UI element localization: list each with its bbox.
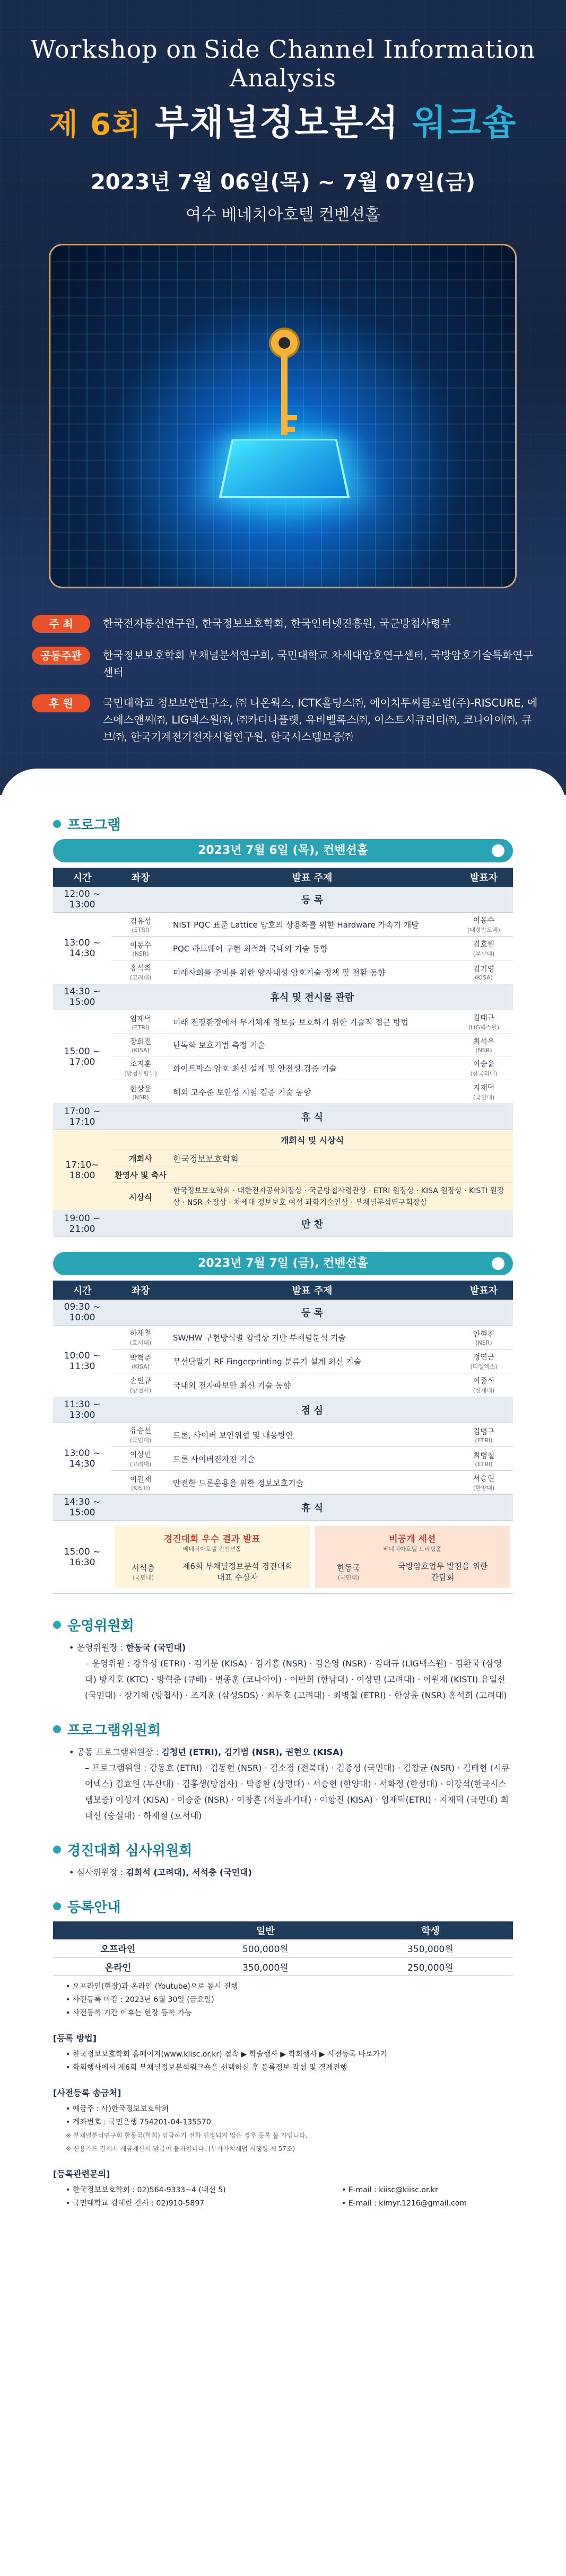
band-label: 휴식 및 전시물 관람 (111, 984, 513, 1010)
title-edition: 제 6회 (49, 108, 142, 142)
band-label: 등 록 (111, 1300, 513, 1326)
table-row (53, 984, 513, 1010)
bullet-icon (53, 1621, 61, 1629)
method-text: 한국정보보호학회 홈페이지(www.kiisc.or.kr) 접속 ▶ 학술행사 ▶ 학회행사 ▶ 사전등록 바로가기 (72, 2050, 387, 2059)
topic-line2: 대표 수상자 (217, 1573, 258, 1582)
presenter-name: 최병철 (473, 1451, 495, 1460)
band-label: 휴 식 (111, 1104, 513, 1130)
contact-email[interactable]: • E-mail : kimyr.1216@gmail.com (342, 2199, 467, 2208)
presenter-name: 이승윤 (473, 1060, 495, 1069)
account-text: 계좌번호 : 국민은행 754201-04-135570 (72, 2118, 211, 2127)
title-workshop: 워크숍 (412, 102, 517, 143)
time-cell: 13:00 ~ 14:30 (53, 913, 111, 984)
info-label: 공동주관 (32, 647, 90, 665)
fee-student: 250,000원 (348, 1957, 513, 1975)
info-text: 국민대학교 정보보안연구소, ㈜ 나온웍스, ICTK홀딩스㈜, 에이치투씨클로벌(주)-RISCURE, 에스에스앤씨㈜, LIG넥스원㈜, ㈜카디나플랫, 유비벨록스㈜, 이스트시큐리티㈜, 코나아이㈜, 큐브㈜, 한국기계전기전자시험연구원, 한국시스템보증㈜ (103, 696, 538, 743)
contact-list (66, 2184, 513, 2210)
presenter-cell (455, 960, 513, 984)
chair-cell (111, 937, 170, 960)
day1-header: 2023년 7월 6일 (목), 컨벤션홀 (53, 839, 513, 862)
presenter-cell (455, 1326, 513, 1349)
presenter-cell (455, 1010, 513, 1034)
presenter-cell (455, 1349, 513, 1373)
chair-cell (111, 1326, 170, 1349)
info-text: 한국전자통신연구원, 한국정보보호학회, 한국인터넷진흥원, 국군방첩사령부 (103, 617, 451, 630)
fee-student: 350,000원 (348, 1939, 513, 1957)
presenter-name: 김기영 (473, 965, 495, 974)
chair-org: (호서대) (129, 1339, 152, 1346)
presenter-org: (국민대) (473, 1094, 495, 1101)
topic-line1: 국방암호업무 발전을 위한 (398, 1562, 488, 1571)
table-row (53, 1211, 513, 1237)
contact-email-text[interactable]: E-mail : kiisc@kiisc.or.kr (348, 2185, 438, 2194)
account-list (66, 2103, 513, 2156)
chair-name: 한상윤 (129, 1084, 152, 1093)
presenter-cell (455, 913, 513, 937)
ceremony-value (170, 1167, 513, 1183)
chair-org: (방첩사령부) (124, 1070, 157, 1077)
info-label: 주 최 (32, 615, 90, 633)
table-row (53, 1034, 513, 1056)
topic-cell: 미래 전장환경에서 무기체계 정보를 보호하기 위한 기술적 접근 방법 (170, 1010, 455, 1034)
time-cell: 11:30 ~ 13:00 (53, 1397, 111, 1423)
topic-cell: 국내외 전자파보안 최신 기술 동향 (170, 1373, 455, 1397)
table-row (53, 913, 513, 937)
presenter-name: 정연근 (473, 1353, 495, 1362)
chair-name: 박혁준 (129, 1354, 152, 1363)
presenter-name: 지재덕 (473, 1084, 495, 1092)
day1-table (53, 868, 513, 1237)
contest-value: 김희석 (고려대), 서석충 (국민대) (126, 1867, 252, 1877)
note-text: 오프라인(현장)과 온라인 (Youtube)으로 동시 진행 (72, 1982, 238, 1991)
presenter-name: 서승현 (473, 1475, 495, 1483)
org-chair-line: • 운영위원장 : 한동국 (국민대) (69, 1643, 186, 1653)
chair-name: 유승선 (129, 1427, 152, 1435)
organizer-info (32, 615, 541, 759)
presenter-cell (455, 1423, 513, 1447)
col-topic: 발표 주제 (170, 1281, 455, 1300)
contact-email-text[interactable]: E-mail : kimyr.1216@gmail.com (348, 2199, 467, 2208)
col-chair: 좌장 (111, 1281, 170, 1300)
time-cell: 14:30 ~ 15:00 (53, 984, 111, 1010)
time-cell: 12:00 ~ 13:00 (53, 887, 111, 913)
presenter-name: 김병구 (473, 1427, 495, 1436)
presenter-cell (455, 1080, 513, 1104)
section-heading (53, 1719, 513, 1739)
table-row (53, 1130, 513, 1150)
pc-chair-label: 공동 프로그램위원장 : (76, 1747, 162, 1757)
contest-session (115, 1526, 310, 1588)
presenter-org: (한국외대) (470, 1070, 498, 1077)
chair-org: (국민대) (132, 1574, 154, 1581)
org-members-line: – 운영위원 : 강유성 (ETRI) · 김기문 (KISA) · 김기홍 (NSR) · 김은영 (NSR) · 김태규 (LIG넥스원) · 김환국 (삼영대) 방지호 (KTC) · 방혁준 (큐배) · 변종훈 (코나아이) · 이반희 (한남대) · 이상민 (고려대) · 이원재 (KISTI) 유일선 (국민대) · 장기해 (방첩사) · 조지훈 (삼성SDS) · 최두호 (고려대) · 최병철 (ETRI) · 한상윤 (NSR) 홍석희 (고려대) (85, 1658, 507, 1700)
chair-name: 조지훈 (129, 1060, 152, 1069)
chair-name: 이원재 (129, 1475, 152, 1484)
event-venue: 여수 베네치아호텔 컨벤션홀 (186, 206, 380, 224)
table-row (53, 1957, 513, 1975)
time-cell: 19:00 ~ 21:00 (53, 1211, 111, 1237)
hero-banner (0, 0, 566, 795)
presenter-org: (한양대) (473, 1485, 495, 1492)
title-main: 부채널정보분석 (155, 102, 399, 143)
contact-title: [등록관련문의] (53, 2168, 110, 2179)
table-row (53, 1326, 513, 1349)
table-row (53, 1104, 513, 1130)
table-row (53, 1150, 513, 1167)
bullet-icon (53, 1902, 61, 1910)
chair-org: (방첩사) (129, 1387, 152, 1394)
contact-email[interactable]: • E-mail : kiisc@kiisc.or.kr (342, 2185, 438, 2194)
pc-members-label: 프로그램위원 : (92, 1763, 150, 1773)
table-row (53, 1397, 513, 1423)
registration-fee-table (53, 1921, 513, 1976)
session-title: 비공개 세션 (389, 1534, 436, 1545)
presenter-name: 이동수 (473, 916, 495, 925)
topic-cell: NIST PQC 표준 Lattice 암호의 상용화를 위한 Hardware 가속기 개발 (170, 913, 455, 937)
chair-org: (KISTI) (131, 1484, 150, 1492)
table-row (53, 1939, 513, 1957)
ceremony-heading: 개회식 및 시상식 (111, 1130, 513, 1150)
info-text: 한국정보보호학회 부채널분석연구회, 국민대학교 차세대암호연구센터, 국방암호기술특화연구센터 (103, 649, 533, 678)
chair-cell (111, 960, 170, 984)
chair-name: 서석충 (132, 1563, 155, 1573)
contact-phone-text: 한국정보보호학회 : 02)564-9333~4 (내선 5) (72, 2185, 226, 2194)
event-date: 2023년 7월 06일(목) ~ 7월 07일(금) (90, 170, 476, 195)
session-place: 베네치아호텔 브리핑홀 (383, 1546, 442, 1552)
topic-cell: 드론, 사이버 보안위협 및 대응방안 (170, 1423, 455, 1447)
info-row-cohost (32, 647, 541, 681)
presenter-name: 최석우 (473, 1038, 495, 1046)
chair-org: (KISA) (132, 1363, 150, 1370)
note-text: 사전등록 기간 이후는 현장 등록 가능 (72, 2008, 192, 2017)
presenter-name: 이종식 (473, 1377, 495, 1386)
workshop-name (0, 35, 566, 92)
method-text: 학회행사에서 제6회 부채널정보분석워크숍을 선택하신 후 등록정보 작성 및 결제진행 (72, 2063, 347, 2072)
key-icon (268, 325, 301, 447)
table-row (53, 937, 513, 960)
session-chair (337, 1562, 360, 1582)
org-members: 강유성 (ETRI) · 김기문 (KISA) · 김기홍 (NSR) · 김은영 (NSR) · 김태규 (LIG넥스원) · 김환국 (삼영대) 방지호 (KTC) · 방혁준 (큐배) · 변종훈 (코나아이) · 이반희 (한남대) · 이상민 (고려대) · 이원재 (KISTI) 유일선 (국민대) · 장기해 (방첩사) · 조지훈 (삼성SDS) · 최두호 (고려대) · 최병철 (ETRI) · 한상윤 (NSR) 홍석희 (고려대) (85, 1658, 507, 1700)
session-place: 베네치아호텔 컨벤션홀 (182, 1546, 241, 1552)
chair-org: (NSR) (132, 950, 149, 957)
parallel-session-container (115, 1523, 510, 1591)
presenter-org: (ETRI) (475, 1436, 493, 1444)
chair-name: 하재철 (129, 1329, 152, 1338)
org-committee (69, 1640, 513, 1704)
chair-cell (111, 1471, 170, 1495)
topic-cell: 안전한 드론운용을 위한 정보보호기술 (170, 1471, 455, 1495)
main-content (0, 769, 566, 2210)
note-text: 사전등록 마감 : 2023년 6월 30일 (금요일) (72, 1995, 214, 2004)
band-label: 점 심 (111, 1397, 513, 1423)
presenter-org: (티엘엑스) (470, 1363, 498, 1370)
topic-cell: 드론 사이버전자전 기술 (170, 1447, 455, 1471)
org-members-label: 운영위원 : (92, 1658, 133, 1669)
fee-general: 500,000원 (183, 1939, 348, 1957)
topic-cell: 미래사회를 준비를 위한 양자내성 암호기술 정책 및 전환 동향 (170, 960, 455, 984)
pc-chair: 김청년 (ETRI), 김기범 (NSR), 권현오 (KISA) (161, 1747, 343, 1757)
table-row (53, 1423, 513, 1447)
closed-session (315, 1526, 510, 1588)
section-heading (53, 1615, 513, 1635)
table-header (53, 1281, 513, 1300)
chair-org: (KISA) (132, 1047, 150, 1054)
presenter-cell (455, 1471, 513, 1495)
topic-cell: SW/HW 구현방식별 입력상 기반 부채널분석 기술 (170, 1326, 455, 1349)
chair-name: 손민규 (129, 1377, 152, 1386)
org-chair-label: 운영위원장 : (76, 1643, 126, 1653)
day2-table (53, 1281, 513, 1594)
band-label: 만 찬 (111, 1211, 513, 1237)
chair-cell (111, 1447, 170, 1471)
pc-chair-line: • 공동 프로그램위원장 : 김청년 (ETRI), 김기범 (NSR), 권현오 (KISA) (69, 1747, 343, 1757)
ceremony-item: 환영사 및 축사 (111, 1167, 170, 1183)
col-general: 일반 (183, 1921, 348, 1939)
day2-header: 2023년 7월 7일 (금), 컨벤션홀 (53, 1252, 513, 1275)
col-chair: 좌장 (111, 868, 170, 887)
time-cell: 17:10~ 18:00 (53, 1130, 111, 1211)
workshop-prefix: Workshop on (30, 35, 198, 64)
presenter-org: (LIG넥스원) (468, 1024, 500, 1031)
contest-heading: 경진대회 심사위원회 (67, 1843, 193, 1859)
chair-cell (111, 913, 170, 937)
bullet-icon (53, 820, 61, 828)
time-cell: 15:00 ~ 17:00 (53, 1010, 111, 1104)
presenter-cell (455, 1034, 513, 1056)
topic-line1: 제6회 부채널정보분석 경진대회 (182, 1562, 293, 1571)
col-type (53, 1921, 183, 1939)
note-item: • 사전등록 마감 : 2023년 6월 30일 (금요일) (66, 1995, 214, 2004)
chair-cell (111, 1080, 170, 1104)
table-row (53, 1521, 513, 1594)
program-section (53, 814, 513, 2210)
col-presenter: 발표자 (455, 868, 513, 887)
ceremony-item: 개회사 (111, 1150, 170, 1167)
col-time: 시간 (53, 1281, 111, 1300)
table-row (53, 1349, 513, 1373)
org-heading: 운영위원회 (67, 1618, 134, 1634)
band-label: 등 록 (111, 887, 513, 913)
table-row (53, 1300, 513, 1326)
chair-name: 이상민 (129, 1451, 152, 1459)
chair-cell (111, 1034, 170, 1056)
session-body (318, 1560, 507, 1583)
topic-cell: 해외 고수준 보안성 시험 검증 기술 동향 (170, 1080, 455, 1104)
presenter-name: 김태규 (473, 1014, 495, 1022)
session-body (118, 1560, 307, 1583)
chair-cell (111, 1373, 170, 1397)
topic-line2: 간담회 (431, 1573, 455, 1582)
bullet-icon (53, 1846, 61, 1854)
section-heading (53, 1896, 513, 1916)
table-row (53, 887, 513, 913)
contact-phone: • 국민대학교 김혜린 간사 : 02)910-5897 (66, 2199, 205, 2208)
table-header (53, 868, 513, 887)
table-row (53, 1471, 513, 1495)
presenter-org: (NSR) (475, 1339, 492, 1346)
presenter-cell (455, 1447, 513, 1471)
presenter-org: (KISA) (475, 974, 493, 981)
pc-heading: 프로그램위원회 (67, 1723, 161, 1739)
chair-org: (NSR) (132, 1093, 149, 1101)
col-presenter: 발표자 (455, 1281, 513, 1300)
pc-members-line: – 프로그램위원 : 강동호 (ETRI) · 김동현 (NSR) · 김소정 (전북대) · 김종성 (국민대) · 김창균 (NSR) · 김태현 (시큐어넥스) 김효원 (부산대) · 김홍생(방첩사) · 박종환 (상명대) · 서승현 (한양대) · 서화정 (한성대) · 이강석(한국시스템보증) 이성재 (KISA) · 이승준 (NSR) · 이창훈 (서울과기대) · 이항진 (KISA) · 임재덕(ETRI) · 지재덕 (국민대) 최대선 (숭실대) · 하재철 (호서대) (85, 1763, 510, 1821)
contact-row (66, 2184, 513, 2197)
session-title: 경진대회 우수 결과 발표 (163, 1534, 260, 1545)
method-item: • 학회행사에서 제6회 부채널정보분석워크숍을 선택하신 후 등록정보 작성 및 결제진행 (66, 2063, 347, 2072)
presenter-cell (455, 1373, 513, 1397)
parallel-sessions (111, 1521, 513, 1594)
section-heading (53, 1840, 513, 1859)
org-chair: 한동국 (국민대) (126, 1643, 186, 1653)
info-label: 후 원 (32, 694, 90, 712)
chair-name: 김유성 (129, 917, 152, 926)
chair-org: (국민대) (337, 1574, 360, 1581)
account-item: • 예금주 : 사)한국정보보호학회 (66, 2104, 169, 2113)
regist-heading: 등록안내 (67, 1900, 121, 1916)
account-note: ※ 부채널분석연구회 한동국(학회) 입금하기 전화 인정되지 않은 경우 등록 불 가입니다. (66, 2131, 308, 2139)
presenter-org: (ETRI) (475, 1460, 493, 1468)
chair-cell (111, 1423, 170, 1447)
presenter-org: (NSR) (475, 1047, 492, 1054)
chip-illustration (219, 439, 350, 498)
chair-cell (111, 1349, 170, 1373)
method-title: [등록 방법] (53, 2033, 97, 2043)
presenter-cell (455, 1056, 513, 1080)
page-title (0, 94, 566, 145)
table-row (53, 1447, 513, 1471)
contest-line: • 심사위원장 : 김희석 (고려대), 서석충 (국민대) (69, 1867, 252, 1877)
account-item: • 계좌번호 : 국민은행 754201-04-135570 (66, 2118, 211, 2127)
registration-notes (66, 1980, 513, 2020)
chair-org: (고려대) (129, 1461, 152, 1468)
table-row (53, 1080, 513, 1104)
presenter-org: (한세대) (473, 1387, 495, 1394)
bullet-icon (53, 1725, 61, 1733)
topic-cell: 무선단말기 RF Fingerprinting 분류기 설계 최신 기술 (170, 1349, 455, 1373)
col-student: 학생 (348, 1921, 513, 1939)
topic-cell: 화이트박스 암호 최신 설계 및 안전성 검증 기술 (170, 1056, 455, 1080)
time-cell: 17:00 ~ 17:10 (53, 1104, 111, 1130)
note-item: • 사전등록 기간 이후는 현장 등록 가능 (66, 2008, 192, 2017)
session-topic (398, 1560, 487, 1583)
account-title: [사전등록 송금처] (53, 2087, 121, 2098)
chair-org: (ETRI) (132, 926, 150, 933)
chair-org: (ETRI) (132, 1024, 150, 1031)
time-cell: 10:00 ~ 11:30 (53, 1326, 111, 1397)
method-item: • 한국정보보호학회 홈페이지(www.kiisc.or.kr) 접속 ▶ 학술행사 ▶ 학회행사 ▶ 사전등록 바로가기 (66, 2050, 387, 2059)
workshop-english-name: Side Channel Information Analysis (203, 35, 536, 92)
pc-committee (69, 1744, 513, 1824)
fee-type: 온라인 (53, 1957, 183, 1975)
presenter-name: 안현진 (473, 1330, 495, 1339)
time-cell: 13:00 ~ 14:30 (53, 1423, 111, 1495)
presenter-org: (대성반도체) (467, 927, 500, 933)
chair-cell (111, 1010, 170, 1034)
chair-name: 한동국 (337, 1563, 360, 1573)
session-topic (182, 1560, 292, 1583)
topic-cell: PQC 하드웨어 구현 최적화 국내외 기술 동향 (170, 937, 455, 960)
account-note: ※ 신용카드 결제시 세금계산서 발급이 불가합니다. (부가가치세법 시행령 제 57조) (66, 2145, 295, 2152)
chair-name: 장희진 (129, 1038, 152, 1046)
band-label: 휴 식 (111, 1495, 513, 1521)
time-cell: 14:30 ~ 15:00 (53, 1495, 111, 1521)
method-list (66, 2048, 513, 2075)
chair-name: 이동수 (129, 941, 152, 950)
contest-committee (69, 1865, 513, 1881)
contact-phone: • 한국정보보호학회 : 02)564-9333~4 (내선 5) (66, 2185, 226, 2194)
table-header (53, 1921, 513, 1939)
table-row (53, 1495, 513, 1521)
table-row (53, 1056, 513, 1080)
chair-name: 홍석희 (129, 964, 152, 973)
ceremony-item: 시상식 (111, 1183, 170, 1211)
contact-row (66, 2197, 513, 2210)
fee-general: 350,000원 (183, 1957, 348, 1975)
time-cell: 09:30 ~ 10:00 (53, 1300, 111, 1326)
ceremony-value: 한국정보보호학회 · 대한전자공학회장상 · 국군방첩사령관상 · ETRI 원장상 · KISA 원장상 · KISTI 원장상 · NSR 소장상 · 차세대 정보보호 여성 과학기술인상 · 부채널분석연구회장상 (170, 1183, 513, 1211)
time-cell: 15:00 ~ 16:30 (53, 1521, 111, 1594)
presenter-name: 김호원 (473, 940, 495, 949)
info-row-host (32, 615, 541, 633)
table-row (53, 1167, 513, 1183)
table-row (53, 1183, 513, 1211)
contest-label: 심사위원장 : (76, 1867, 126, 1877)
chair-org: (고려대) (129, 974, 152, 981)
chair-name: 임재덕 (129, 1014, 152, 1024)
topic-cell: 난독화 보호기법 측정 기술 (170, 1034, 455, 1056)
program-heading: 프로그램 (67, 817, 121, 833)
pc-members: 강동호 (ETRI) · 김동현 (NSR) · 김소정 (전북대) · 김종성 (국민대) · 김창균 (NSR) · 김태현 (시큐어넥스) 김효원 (부산대) · 김홍생(방첩사) · 박종환 (상명대) · 서승현 (한양대) · 서화정 (한성대) · 이강석(한국시스템보증) 이성재 (KISA) · 이승준 (NSR) · 이창훈 (서울과기대) · 이항진 (KISA) · 임재덕(ETRI) · 지재덕 (국민대) 최대선 (숭실대) · 하재철 (호서대) (85, 1763, 510, 1821)
table-row (53, 1373, 513, 1397)
fee-type: 오프라인 (53, 1939, 183, 1957)
presenter-org: (부산대) (473, 950, 495, 957)
presenter-cell (455, 937, 513, 960)
table-row (53, 1010, 513, 1034)
table-row (53, 960, 513, 984)
ceremony-value: 한국정보보호학회 (170, 1150, 513, 1167)
chair-org: (국민대) (129, 1437, 152, 1444)
chair-cell (111, 1056, 170, 1080)
col-topic: 발표 주제 (170, 868, 455, 887)
col-time: 시간 (53, 868, 111, 887)
note-item: • 오프라인(현장)과 온라인 (Youtube)으로 동시 진행 (66, 1982, 238, 1991)
contact-phone-text: 국민대학교 김혜린 간사 : 02)910-5897 (72, 2199, 205, 2208)
hero-key-image (49, 244, 517, 588)
info-row-sponsor (32, 694, 541, 745)
account-text: 예금주 : 사)한국정보보호학회 (72, 2104, 169, 2113)
section-heading (53, 814, 513, 834)
session-chair (132, 1562, 154, 1582)
